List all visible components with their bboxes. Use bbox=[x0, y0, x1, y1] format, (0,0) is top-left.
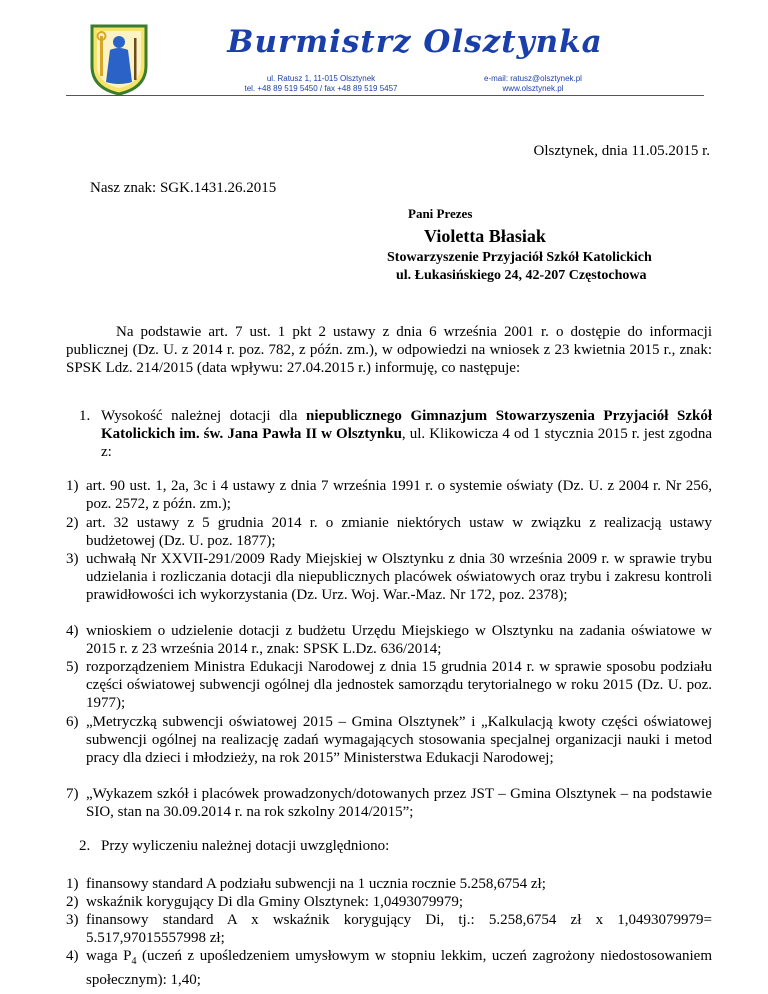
address-line-2: tel. +48 89 519 5450 / fax +48 89 519 5457 bbox=[244, 84, 398, 93]
section-number: 1. bbox=[79, 408, 91, 424]
section-text: Przy wyliczeniu należnej dotacji uwzględniono: bbox=[101, 838, 390, 854]
list-item: 3) uchwałą Nr XXVII-291/2009 Rady Miejskiej w Olsztynku z dnia 30 września 2009 r. w sprawie trybu udzielania i rozliczania dotacji dla niepublicznych placówek oświatowych oraz trybu i zakresu kontroli prawidłowości ich wykorzystania (Dz. Urz. Woj. War.-Maz. Nr 172, poz. 2378); bbox=[66, 551, 712, 603]
coat-of-arms-icon bbox=[88, 22, 150, 96]
list-item: 4) waga $P_4$ (uczeń z upośledzeniem umysłowym w stopniu lekkim, uczeń zagrożony niedostosowaniem społecznym): 1,40; bbox=[66, 948, 712, 988]
recipient-salutation: Pani Prezes bbox=[408, 206, 473, 221]
letter-date: Olsztynek, dnia 11.05.2015 r. bbox=[533, 143, 710, 159]
recipient-name: Violetta Błasiak bbox=[424, 226, 546, 246]
intro-paragraph: Na podstawie art. 7 ust. 1 pkt 2 ustawy z dnia 6 września 2001 r. o dostępie do informacji publicznej (Dz. U. z 2014 r. poz. 782, z późn. zm.), w odpowiedzi na wniosek z 23 kwietnia 2015 r., znak: SPSK Ldz. 214/2015 (data wpływu: 27.04.2015 r.) informuję, co następuje: bbox=[66, 324, 712, 376]
list-item: 3) finansowy standard A x wskaźnik korygujący Di, tj.: 5.258,6754 zł x 1,0493079979= 5.517,97015557998 zł; bbox=[66, 912, 712, 946]
section-1 bbox=[79, 407, 712, 461]
letterhead-address bbox=[226, 74, 416, 94]
header-divider bbox=[66, 95, 704, 96]
list-item: 1) finansowy standard A podziału subwencji na 1 ucznia rocznie 5.258,6754 zł; bbox=[66, 876, 546, 892]
section-text: Wysokość należnej dotacji dla niepublicznego Gimnazjum Stowarzyszenia Przyjaciół Szkół Katolickich im. św. Jana Pawła II w Olsztynku, ul. Klikowicza 4 od 1 stycznia 2015 r. jest zgodna z: bbox=[101, 408, 712, 460]
letterhead-title: Burmistrz Olsztynka bbox=[227, 24, 603, 60]
list-item: 6) „Metryczką subwencji oświatowej 2015 – Gmina Olsztynek” i „Kalkulacją kwoty części oświatowej subwencji ogólnej na realizację zadań wymagających stosowania specjalnej organizacji nauki i metod pracy dla dzieci i młodzieży, na rok 2015” Ministerstwa Edukacji Narodowej; bbox=[66, 714, 712, 766]
list-item: 5) rozporządzeniem Ministra Edukacji Narodowej z dnia 15 grudnia 2014 r. w sprawie sposobu podziału części oświatowej subwencji ogólnej dla jednostek samorządu terytorialnego w roku 2015 (Dz. U. poz. 1977); bbox=[66, 659, 712, 711]
list-item: 1) art. 90 ust. 1, 2a, 3c i 4 ustawy z dnia 7 września 1991 r. o systemie oświaty (Dz. U. z 2004 r. Nr 256, poz. 2572, z późn. zm.); bbox=[66, 478, 712, 512]
letterhead-contact bbox=[458, 74, 608, 94]
recipient-address: ul. Łukasińskiego 24, 42-207 Częstochowa bbox=[396, 268, 647, 283]
section-2 bbox=[79, 837, 712, 855]
address-line-1: ul. Ratusz 1, 11-015 Olsztynek bbox=[266, 74, 376, 83]
section-number: 2. bbox=[79, 838, 91, 854]
list-item: 2) wskaźnik korygujący Di dla Gminy Olsztynek: 1,0493079979; bbox=[66, 894, 464, 910]
email-line: e-mail: ratusz@olsztynek.pl bbox=[484, 74, 582, 83]
list-item: 4) wnioskiem o udzielenie dotacji z budżetu Urzędu Miejskiego w Olsztynku na zadania oświatowe w 2015 r. z 23 września 2014 r., znak: SPSK L.Dz. 636/2014; bbox=[66, 623, 712, 657]
reference-number: Nasz znak: SGK.1431.26.2015 bbox=[90, 180, 277, 196]
list-item: 2) art. 32 ustawy z 5 grudnia 2014 r. o zmianie niektórych ustaw w związku z realizacją ustawy budżetowej (Dz. U. poz. 1877); bbox=[66, 515, 712, 549]
web-line: www.olsztynek.pl bbox=[502, 84, 564, 93]
list-item: 7) „Wykazem szkół i placówek prowadzonych/dotowanych przez JST – Gmina Olsztynek – na podstawie SIO, stan na 30.09.2014 r. na rok szkolny 2014/2015”; bbox=[66, 786, 712, 820]
recipient-organization: Stowarzyszenie Przyjaciół Szkół Katolickich bbox=[387, 250, 652, 265]
